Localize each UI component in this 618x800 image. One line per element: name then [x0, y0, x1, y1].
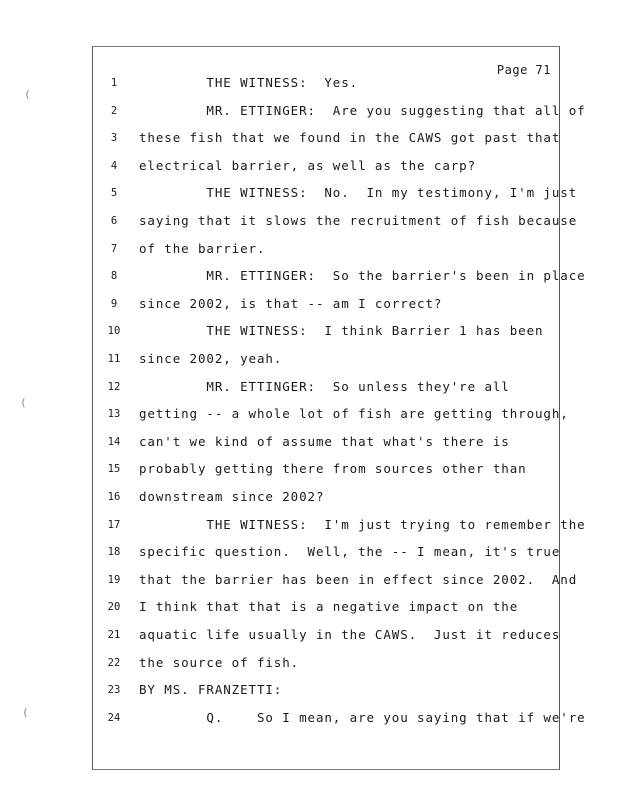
transcript-line — [93, 599, 559, 627]
transcript-line — [93, 489, 559, 517]
transcript-line — [93, 185, 578, 213]
line-text: MR. ETTINGER: So the barrier's been in place — [139, 268, 586, 284]
line-number: 12 — [107, 380, 121, 393]
page-number: Page 71 — [496, 63, 551, 77]
line-number: 22 — [107, 656, 121, 669]
line-text: THE WITNESS: Yes. — [139, 75, 359, 90]
line-text: electrical barrier, as well as the carp? — [139, 157, 477, 173]
transcript-line — [93, 461, 559, 489]
line-text: probably getting there from sources other than — [139, 461, 527, 477]
transcript-line — [93, 571, 578, 600]
line-number: 9 — [110, 297, 118, 310]
line-number: 23 — [107, 684, 121, 697]
line-number: 21 — [107, 629, 121, 641]
line-number: 3 — [110, 132, 118, 145]
line-text: since 2002, is that -- am I correct? — [139, 295, 443, 311]
line-number: 19 — [107, 573, 121, 586]
line-number: 17 — [107, 518, 121, 531]
margin-bracket-bottom: ( — [22, 706, 29, 719]
transcript-line — [93, 351, 559, 379]
line-text: that the barrier has been in effect since 2002. And — [139, 571, 578, 587]
line-text: I think that that is a negative impact on the — [139, 599, 519, 615]
transcript-page — [92, 46, 586, 770]
line-number: 15 — [107, 463, 121, 476]
line-number: 14 — [107, 435, 121, 448]
line-number: 20 — [107, 601, 121, 614]
line-text: THE WITNESS: I'm just trying to remember the — [139, 516, 586, 532]
margin-bracket-top: ( — [24, 88, 31, 101]
transcript-line — [93, 296, 559, 324]
transcript-line — [93, 158, 559, 186]
line-text: these fish that we found in the CAWS got past that — [139, 130, 561, 146]
line-text: THE WITNESS: I think Barrier 1 has been — [139, 323, 544, 339]
transcript-line — [93, 379, 559, 407]
transcript-line — [93, 102, 586, 131]
transcript-line — [93, 544, 559, 572]
line-text: BY MS. FRANZETTI: — [139, 682, 283, 698]
transcript-line — [93, 434, 559, 462]
line-number: 18 — [107, 546, 121, 559]
line-number: 4 — [110, 159, 118, 172]
line-number: 8 — [110, 270, 118, 283]
line-text: THE WITNESS: No. In my testimony, I'm just — [139, 185, 578, 201]
line-text: downstream since 2002? — [139, 489, 325, 504]
line-text: MR. ETTINGER: So unless they're all — [139, 378, 510, 394]
transcript-line — [93, 75, 559, 103]
transcript-line — [93, 516, 586, 545]
margin-bracket-middle: ( — [20, 396, 27, 409]
line-text: getting -- a whole lot of fish are getting through, — [139, 406, 569, 422]
line-number: 13 — [107, 408, 121, 421]
line-number: 7 — [110, 242, 118, 255]
line-text: aquatic life usually in the CAWS. Just it reduces — [139, 627, 561, 642]
line-text: saying that it slows the recruitment of fish because — [139, 213, 578, 228]
transcript-line — [93, 682, 559, 710]
transcript-line — [93, 406, 569, 434]
line-number: 10 — [107, 325, 121, 338]
line-number: 16 — [107, 491, 121, 503]
line-number: 11 — [107, 353, 121, 365]
line-number: 6 — [110, 215, 118, 227]
line-number: 5 — [110, 187, 118, 200]
transcript-line — [93, 709, 586, 738]
transcript-line — [93, 130, 559, 158]
line-number: 24 — [107, 711, 121, 724]
line-number: 1 — [110, 77, 118, 89]
transcript-line — [93, 627, 559, 655]
line-text: MR. ETTINGER: Are you suggesting that all of — [139, 102, 586, 118]
line-text: of the barrier. — [139, 240, 266, 256]
line-number: 2 — [110, 104, 118, 117]
line-text: can't we kind of assume that what's there is — [139, 433, 510, 449]
line-text: the source of fish. — [139, 654, 300, 670]
transcript-line — [93, 241, 559, 269]
transcript-line — [93, 655, 559, 683]
line-text: specific question. Well, the -- I mean, it's true — [139, 544, 561, 560]
line-text: since 2002, yeah. — [139, 351, 283, 366]
transcript-line — [93, 213, 578, 241]
line-text: Q. So I mean, are you saying that if we're — [139, 709, 586, 725]
transcript-line — [93, 323, 559, 351]
transcript-line — [93, 268, 586, 296]
